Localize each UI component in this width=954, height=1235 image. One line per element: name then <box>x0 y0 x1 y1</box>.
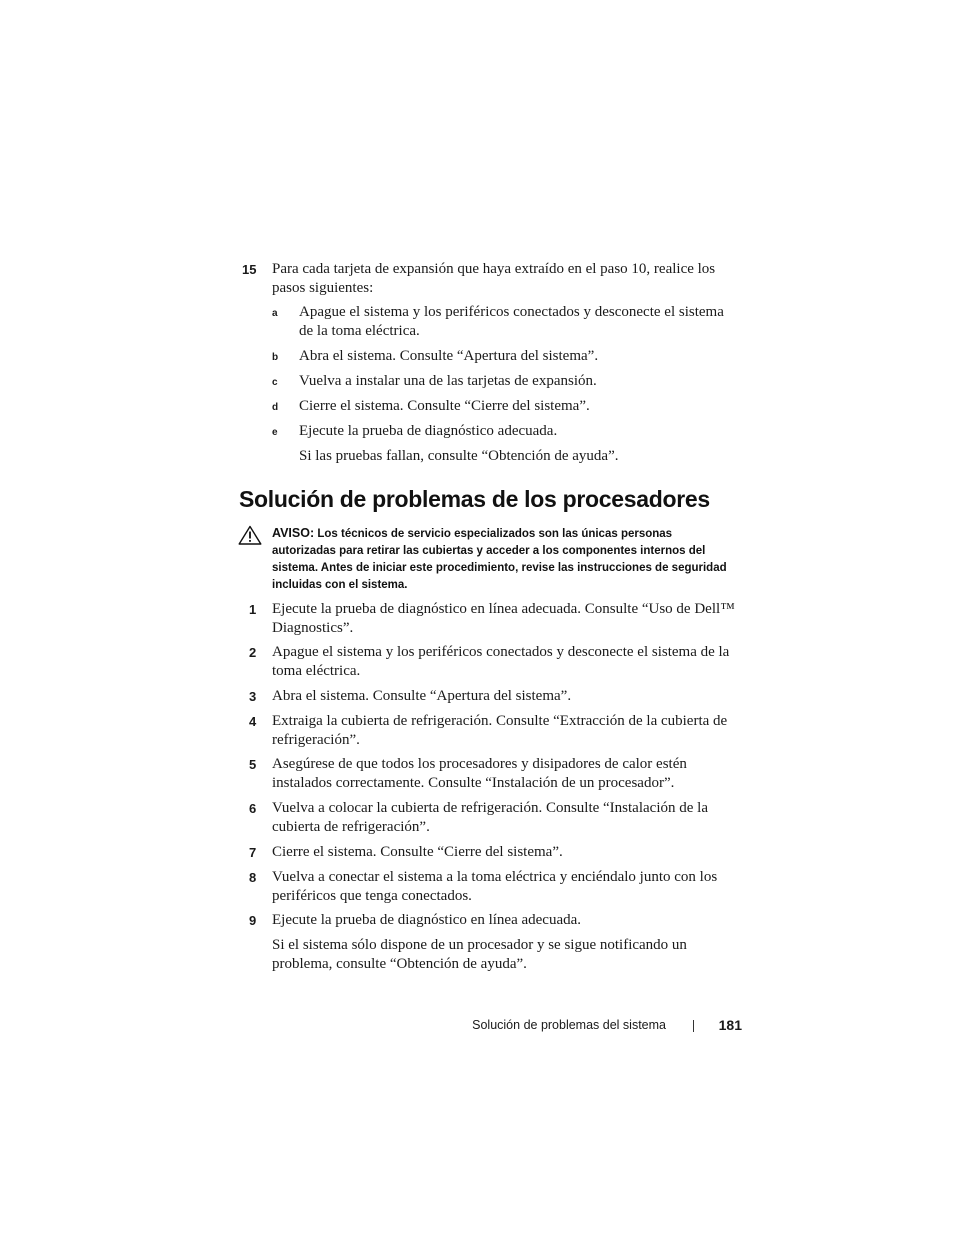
step-text: Apague el sistema y los periféricos conectados y desconecte el sistema de la toma eléctrica. <box>272 644 730 679</box>
step-number: 1 <box>249 602 257 617</box>
notice-label: AVISO: <box>272 526 315 540</box>
substep-letter: a <box>272 308 278 319</box>
substep-text: Ejecute la prueba de diagnóstico adecuada. <box>299 423 558 439</box>
step-text: Vuelva a conectar el sistema a la toma eléctrica y enciéndalo junto con los periféricos que tenga conectados. <box>272 869 718 904</box>
step-text: Ejecute la prueba de diagnóstico en línea adecuada. Consulte “Uso de Dell™ Diagnostics”. <box>272 601 735 636</box>
step-number: 7 <box>249 845 257 860</box>
substep-text: Cierre el sistema. Consulte “Cierre del sistema”. <box>299 398 590 414</box>
notice-body: Los técnicos de servicio especializados son las únicas personas autorizadas para retirar las cubiertas y acceder a los componentes internos del sistema. Antes de iniciar este procedimiento, revise las instrucciones de seguridad incluidas con el sistema. <box>272 528 727 591</box>
step-text: Para cada tarjeta de expansión que haya extraído en el paso 10, realice los pasos siguientes: <box>272 261 716 296</box>
page-number: 181 <box>718 1017 742 1033</box>
warning-triangle-icon <box>238 525 262 545</box>
step-number: 6 <box>249 801 257 816</box>
step-number: 5 <box>249 757 257 772</box>
substep-letter: b <box>272 352 279 363</box>
step-number: 9 <box>249 913 257 928</box>
substep-text: Vuelva a instalar una de las tarjetas de expansión. <box>299 373 597 389</box>
step-text: Cierre el sistema. Consulte “Cierre del sistema”. <box>272 844 563 860</box>
step-number: 15 <box>242 262 257 277</box>
step-text: Abra el sistema. Consulte “Apertura del sistema”. <box>272 688 572 704</box>
substep-note: Si las pruebas fallan, consulte “Obtención de ayuda”. <box>299 448 619 464</box>
step-text: Vuelva a colocar la cubierta de refrigeración. Consulte “Instalación de la cubierta de refrigeración”. <box>272 800 708 835</box>
substep-letter: e <box>272 427 278 438</box>
substep-letter: d <box>272 402 279 413</box>
step-number: 2 <box>249 645 257 660</box>
step-text: Ejecute la prueba de diagnóstico en línea adecuada. <box>272 912 582 928</box>
footer-section-name: Solución de problemas del sistema <box>472 1018 666 1032</box>
substep-text: Abra el sistema. Consulte “Apertura del sistema”. <box>299 348 599 364</box>
closing-note: Si el sistema sólo dispone de un procesador y se sigue notificando un problema, consulte “Obtención de ayuda”. <box>272 937 687 972</box>
footer-separator <box>693 1020 694 1032</box>
step-number: 4 <box>249 714 257 729</box>
substep-text: Apague el sistema y los periféricos conectados y desconecte el sistema de la toma eléctrica. <box>299 304 724 339</box>
step-text: Extraiga la cubierta de refrigeración. Consulte “Extracción de la cubierta de refrigeración”. <box>272 713 728 748</box>
notice-text <box>272 525 738 594</box>
substep-letter: c <box>272 377 278 388</box>
section-title: Solución de problemas de los procesadores <box>239 486 710 512</box>
page-footer <box>440 1016 742 1034</box>
step-number: 8 <box>249 870 257 885</box>
step-number: 3 <box>249 689 257 704</box>
step-text: Asegúrese de que todos los procesadores y disipadores de calor estén instalados correctamente. Consulte “Instalación de un procesador”. <box>272 756 687 791</box>
